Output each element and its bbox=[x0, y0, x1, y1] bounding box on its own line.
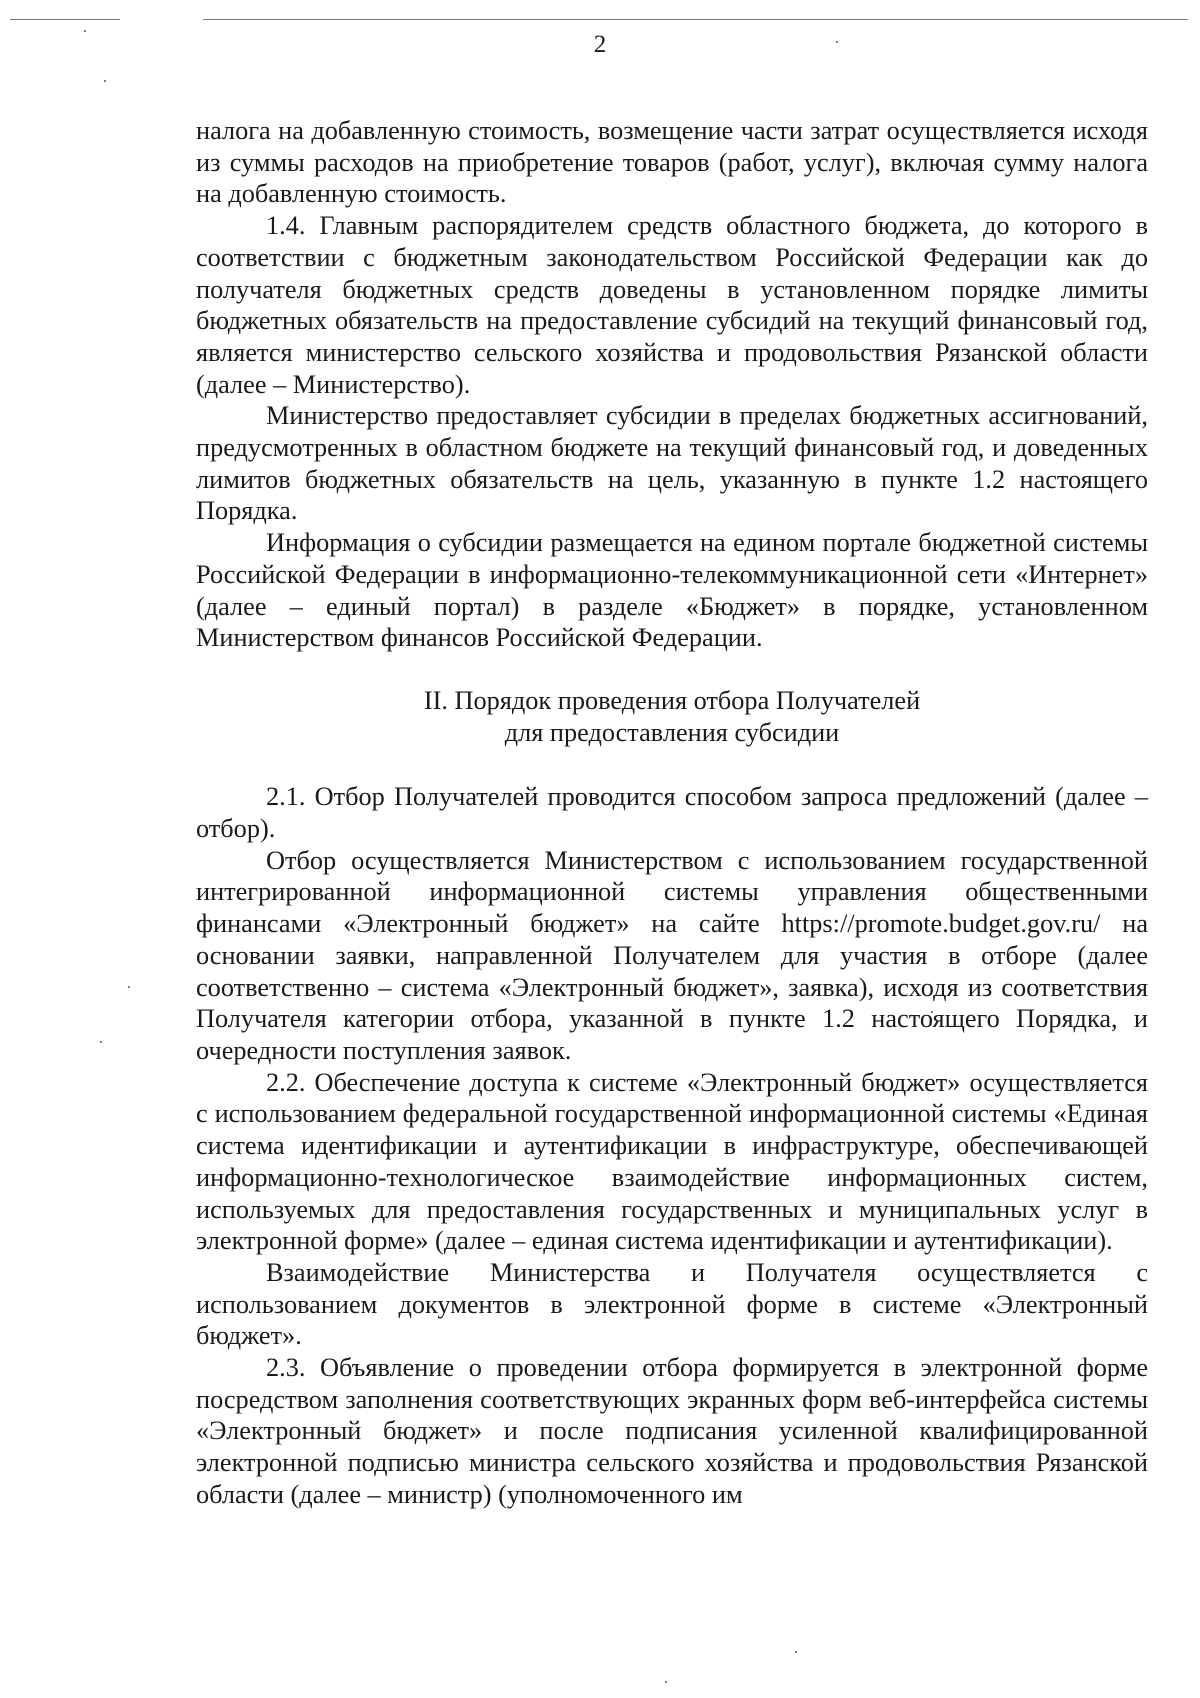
paragraph-2-1: 2.1. Отбор Получателей проводится способом запроса предложений (далее – отбор). bbox=[196, 782, 1148, 844]
section-heading bbox=[196, 685, 1148, 748]
page-number: 2 bbox=[593, 31, 607, 58]
scan-speck bbox=[128, 986, 130, 988]
scan-speck bbox=[100, 1041, 102, 1043]
paragraph-ministry-subsidies: Министерство предоставляет субсидии в пределах бюджетных ассигнований, предусмотренных в областном бюджете на текущий финансовый год, и доведенных лимитов бюджетных обязательств на цель, указанную в пункте 1.2 настоящего Порядка. bbox=[196, 401, 1148, 526]
paragraph-portal-info: Информация о субсидии размещается на едином портале бюджетной системы Российской Федерации в информационно-телекоммуникационной сети «Интернет» (далее – единый портал) в разделе «Бюджет» в порядке, установленном Министерством финансов Российской Федерации. bbox=[196, 528, 1148, 653]
scan-speck bbox=[665, 1681, 667, 1683]
paragraph-1-4: 1.4. Главным распорядителем средств областного бюджета, до которого в соответствии с бюджетным законодательством Российской Федерации как до получателя бюджетных средств доведены в установленном порядке лимиты бюджетных обязательств на предоставление субсидий на текущий финансовый год, является министерство сельского хозяйства и продовольствия Рязанской области (далее – Министерство). bbox=[196, 211, 1148, 399]
scan-speck bbox=[104, 80, 106, 82]
scan-top-rule-right bbox=[203, 19, 1188, 20]
scan-top-rule-left bbox=[10, 19, 120, 20]
paragraph-intro-continuation: налога на добавленную стоимость, возмещение части затрат осуществляется исходя из суммы расходов на приобретение товаров (работ, услуг), включая сумму налога на добавленную стоимость. bbox=[196, 116, 1148, 209]
document-body bbox=[196, 115, 1148, 1511]
section-heading-line-2: для предоставления субсидии bbox=[504, 717, 840, 747]
section-heading-line-1: II. Порядок проведения отбора Получателей bbox=[423, 685, 921, 715]
paragraph-interaction: Взаимодействие Министерства и Получателя осуществляется с использованием документов в электронной форме в системе «Электронный бюджет». bbox=[196, 1257, 1148, 1351]
paragraph-2-2: 2.2. Обеспечение доступа к системе «Электронный бюджет» осуществляется с использованием федеральной государственной информационной системы «Единая система идентификации и аутентификации в инфраструктуре, обеспечивающей информационно-технологическое взаимодействие информационных систем, используемых для предоставления государственных и муниципальных услуг в электронной форме» (далее – единая система идентификации и аутентификации). bbox=[196, 1067, 1148, 1256]
paragraph-selection-system: Отбор осуществляется Министерством с использованием государственной интегрированной информационной системы управления общественными финансами «Электронный бюджет» на сайте https://promote.budget.gov.ru/ на основании заявки, направленной Получателем для участия в отборе (далее соответственно – система «Электронный бюджет», заявка), исходя из соответствия Получателя категории отбора, указанной в пункте 1.2 настоящего Порядка, и очередности поступления заявок. bbox=[196, 845, 1148, 1065]
paragraph-2-3: 2.3. Объявление о проведении отбора формируется в электронной форме посредством заполнения соответствующих экранных форм веб-интерфейса системы «Электронный бюджет» и после подписания усиленной квалифицированной электронной подписью министра сельского хозяйства и продовольствия Рязанской области (далее – министр) (уполномоченного им bbox=[196, 1353, 1148, 1509]
scan-speck bbox=[795, 1651, 797, 1653]
